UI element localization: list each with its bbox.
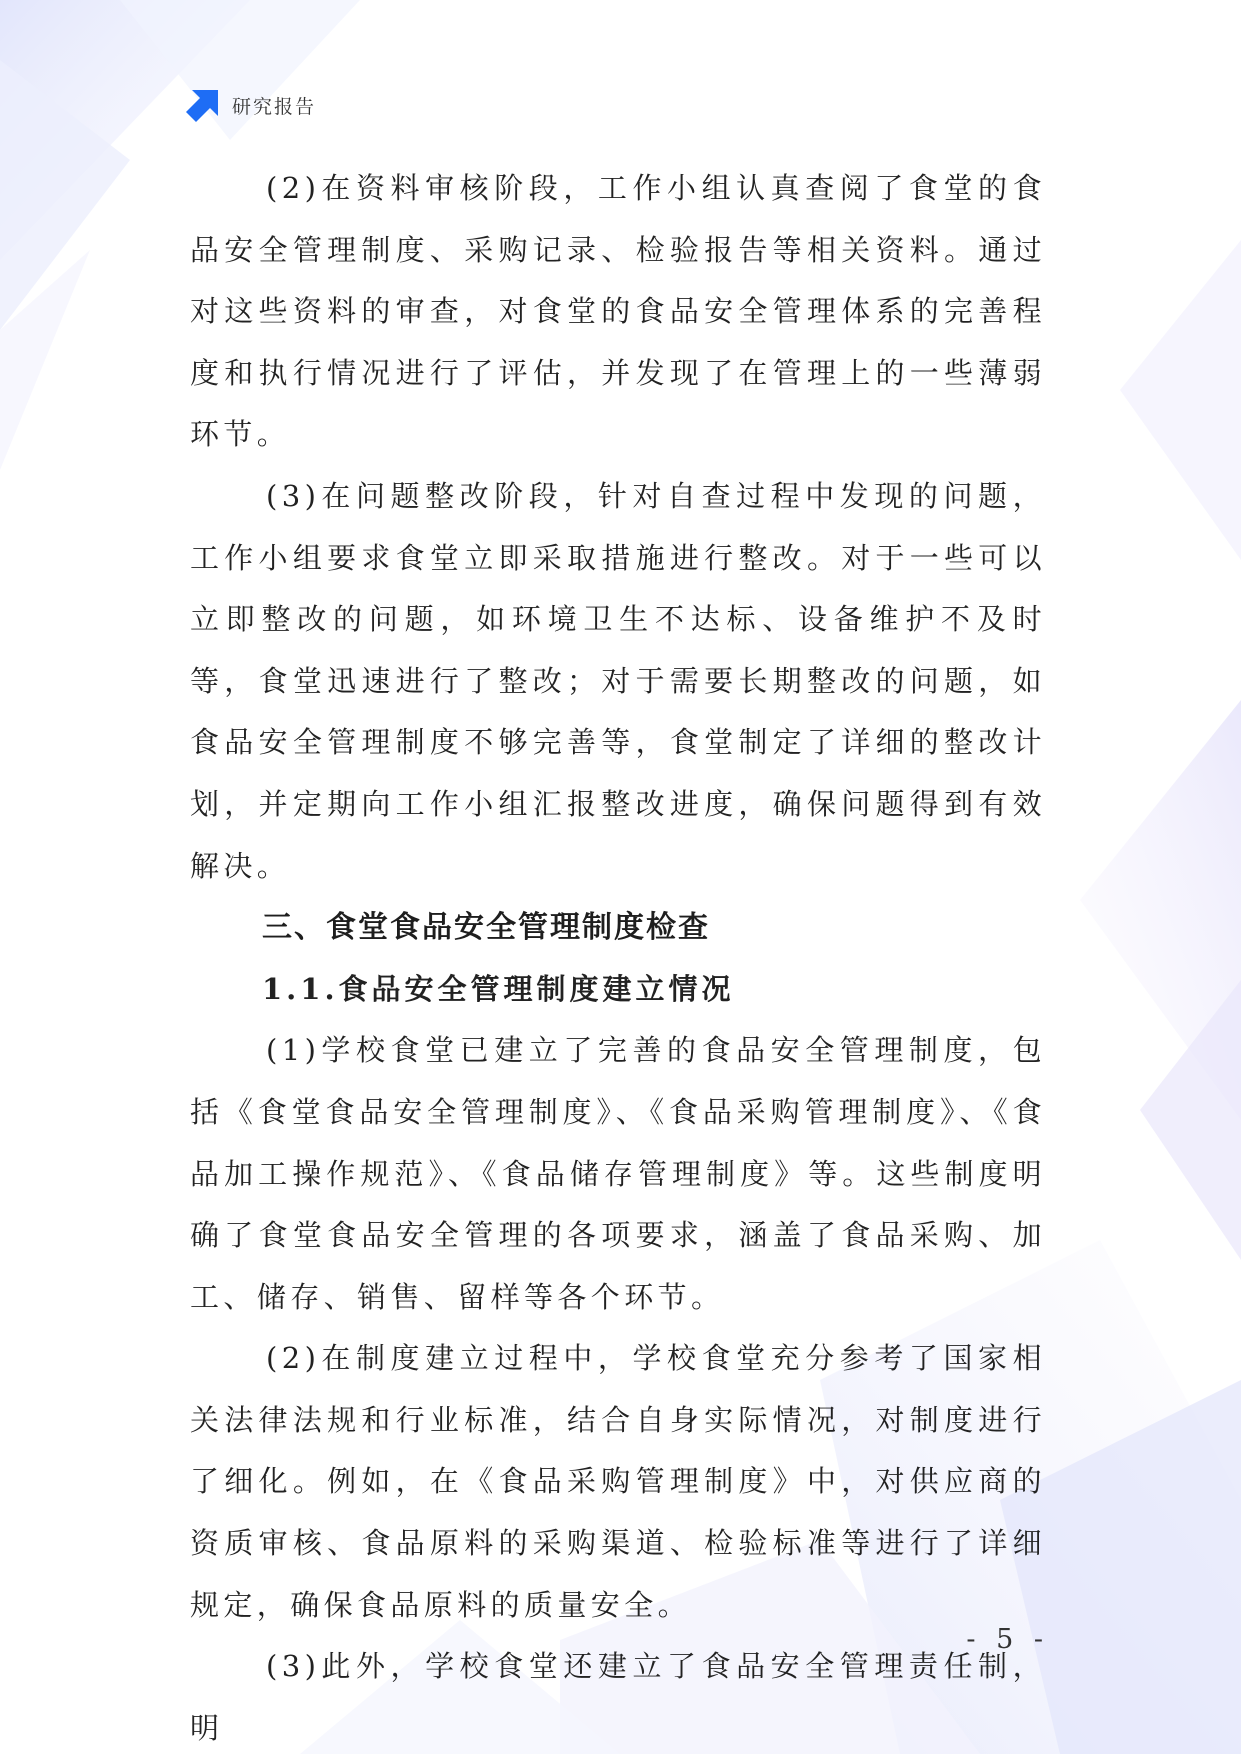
document-header (186, 88, 316, 122)
paragraph-review-stage: (2)在资料审核阶段，工作小组认真查阅了食堂的食品安全管理制度、采购记录、检验报告等相关资料。通过对这些资料的审查，对食堂的食品安全管理体系的完善程度和执行情况进行了评估，并发现了在管理上的一些薄弱环节。 (190, 171, 1046, 452)
section-heading: 三、食堂食品安全管理制度检查 (262, 910, 710, 946)
header-title: 研究报告 (232, 95, 317, 118)
page-number: - 5 - (966, 1624, 1049, 1655)
paragraph-system-refinement: (2)在制度建立过程中，学校食堂充分参考了国家相关法律法规和行业标准，结合自身实际情况，对制度进行了细化。例如，在《食品采购管理制度》中，对供应商的资质审核、食品原料的采购渠道、检验标准等进行了详细规定，确保食品原料的质量安全。 (190, 1341, 1046, 1622)
paragraph-system-established: (1)学校食堂已建立了完善的食品安全管理制度，包括《食堂食品安全管理制度》、《食品采购管理制度》、《食品加工操作规范》、《食品储存管理制度》等。这些制度明确了食堂食品安全管理的各项要求，涵盖了食品采购、加工、储存、销售、留样等各个环节。 (190, 1033, 1046, 1314)
subsection-heading: 1.1.食品安全管理制度建立情况 (262, 971, 735, 1006)
paragraph-responsibility: (3)此外，学校食堂还建立了食品安全管理责任制，明 (190, 1649, 1046, 1745)
document-body (190, 158, 1046, 1759)
paragraph-rectification-stage: (3)在问题整改阶段，针对自查过程中发现的问题，工作小组要求食堂立即采取措施进行整改。对于一些可以立即整改的问题，如环境卫生不达标、设备维护不及时等，食堂迅速进行了整改；对于需要长期整改的问题，如食品安全管理制度不够完善等，食堂制定了详细的整改计划，并定期向工作小组汇报整改进度，确保问题得到有效解决。 (190, 478, 1046, 883)
arrow-up-right-icon (186, 88, 220, 122)
